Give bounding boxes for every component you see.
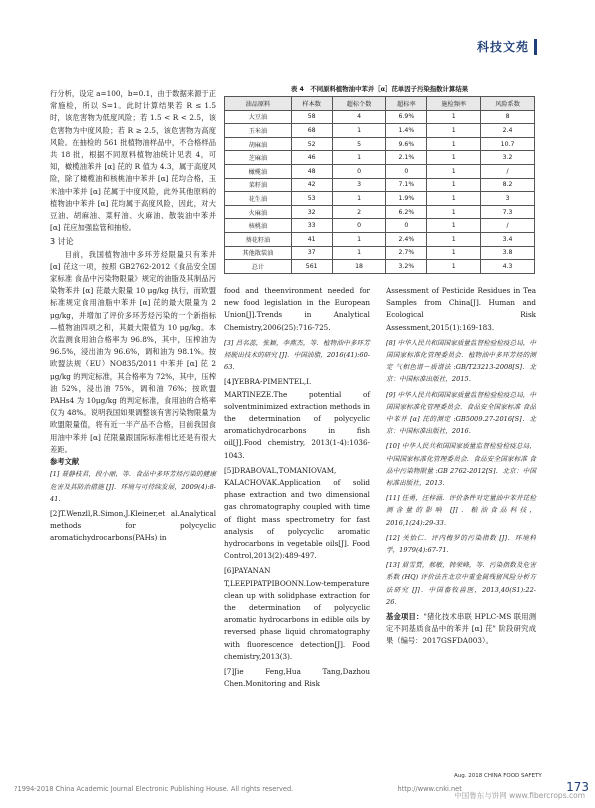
body-paragraph: 行分析，设定 a=100，b=0.1，由于数据来源于正常施检，所以 S=1。此时计算结果若 R ≤ 1.5 时，该危害物为低度风险；若 1.5 < R < 2.5，该危害物为中度风险；若 R ≥ 2.5，该危害物为高度风险。在抽检的 561 批植物油样品中，不合格样品共 18 批，根据不同原料植物油统计见表 4，可知，橄榄油苯并 [α] 芘的 R 值为 4.3，属于高度风险，除了橄榄油和核桃油中苯并 [α] 芘均合格，玉米油中苯并 [α] 芘属于中度风险，此外其他原料的植物油中苯并 [α] 芘均属于高度风险，因此，对大豆油、胡麻油、菜籽油、火麻油、散装油中苯并 [α] 芘应加强监管和抽检。	[50, 89, 216, 233]
table-cell: 1	[427, 205, 481, 219]
body-paragraph: 目前，我国植物油中多环芳烃限量只有苯并 [α] 芘这一项，按照 GB2762-2012《食品安全国家标准 食品中污染物限量》规定的油脂及其制品污染物苯并 [α] 芘最大限量 10 μg/kg 执行，而欧盟标准规定食用油脂中苯并 [α] 芘的最大限量为 2 μg/kg，并增加了评价多环芳烃污染的一个新指标—植物油四项之和，其最大限值为 10 μg/kg。本次监测食用油合格率为 96.8%，其中，压榨油为 96.5%，浸出油为 96.6%，调和油为 98.1%。按欧盟法规（EU）NO835/2011 中苯并 [α] 芘 2 μg/kg 的判定标准，其合格率为 72%，其中，压榨油 52%，浸出油 75%，调和油 76%；按欧盟 PAHs4 为 10μg/kg 的判定标准，食用油的合格率仅为 48%。说明我国如果调整该有害污染物限量为欧盟限量值，将有近一半产品不合格，目前我国食用油中苯并 [α] 芘限量跟国际标准相比还是有很大差距。	[50, 249, 216, 454]
table-cell: 8	[481, 110, 535, 124]
table-row	[225, 219, 535, 233]
table-cell: 1	[427, 219, 481, 233]
table-cell: 3.4	[481, 232, 535, 246]
reference-item: [7]Jie Feng,Hua Tang,Dazhou Chen.Monitoring and Risk	[224, 667, 370, 689]
section-title: 科技文苑	[476, 40, 529, 54]
table-cell: 46	[291, 151, 332, 165]
table-cell: 52	[291, 137, 332, 151]
table-cell: 37	[291, 246, 332, 260]
reference-item: [12] 关怡仁．评内梅罗的污染指数 [J]．环境科学，1979(4):67-71．	[386, 533, 536, 555]
table-cell: 1	[427, 110, 481, 124]
reference-item: [4]YEBRA-PIMENTEL,I. MARTINEZE.The potential of solventminimized extraction methods in the determination of polycyclic aromatichydrocarbons in fish oil[J].Food chemistry, 2013(1-4):1036-1043.	[224, 377, 371, 460]
table-cell: 胡麻油	[225, 137, 292, 151]
table-cell: 3.8	[481, 246, 535, 260]
table-cell: 0	[332, 219, 386, 233]
issue-date: Aug. 2018	[454, 773, 483, 779]
table-header-cell: 超标率	[386, 97, 427, 111]
table-cell: /	[481, 219, 535, 233]
table-cell: 42	[291, 178, 332, 192]
table-header-cell: 油品原料	[225, 97, 292, 111]
table-cell: 1	[427, 246, 481, 260]
table-cell: 1	[332, 151, 386, 165]
reference-item: [11] 任勇，汪梓涵．评价条件对定量油中苯并芘检测含量的影响 [J]．粮油食品科技，2016,1(24):29-33．	[386, 494, 536, 527]
table-header-cell: 施检频率	[427, 97, 481, 111]
reference-item: [10] 中华人民共和国国家质量监督检验检疫总局，中国国家标准化管理委员会．食品安全国家标准 食品中污染物限量 :GB 2762-2012[S]．北京：中国标准出版社，2013．	[386, 442, 536, 488]
table-body	[225, 110, 535, 273]
table-row	[225, 137, 535, 151]
table-cell: 2.4	[481, 124, 535, 138]
table-cell: 9.6%	[386, 137, 427, 151]
table-cell: 1	[427, 232, 481, 246]
table-cell: 5	[332, 137, 386, 151]
table-cell: 火麻油	[225, 205, 292, 219]
table-cell: 48	[291, 164, 332, 178]
table-row	[225, 178, 535, 192]
table-cell: 1	[427, 192, 481, 206]
table-cell: 1	[427, 124, 481, 138]
table-cell: 0	[332, 164, 386, 178]
table-cell: 18	[332, 260, 386, 274]
site-watermark: 中国鲁东与饼网 www.fibercrops.com	[454, 791, 585, 800]
footer-url[interactable]: http://www.cnki.net	[397, 785, 462, 793]
reference-item: food and theenvironment needed for new food legislation in the European Union[J].Trends in Analytical Chemistry,2006(25):716-725.	[224, 286, 370, 332]
page-header	[477, 38, 537, 55]
table-cell: 32	[291, 205, 332, 219]
table-cell: 0	[386, 164, 427, 178]
table-cell: 33	[291, 219, 332, 233]
table-row	[225, 110, 535, 124]
table-row	[225, 246, 535, 260]
issue-info	[454, 773, 542, 779]
table-cell: 3	[332, 178, 386, 192]
table-row	[225, 151, 535, 165]
table-cell: 1	[427, 260, 481, 274]
table-row	[225, 192, 535, 206]
table-cell: 橄榄油	[225, 164, 292, 178]
table-cell: 561	[291, 260, 332, 274]
copyright-notice: ?1994-2018 China Academic Journal Electronic Publishing House. All rights reserved.	[14, 785, 294, 793]
table-cell: 总计	[225, 260, 292, 274]
table-cell: 葵花籽油	[225, 232, 292, 246]
table-cell: 1	[332, 124, 386, 138]
table-cell: 1	[427, 137, 481, 151]
funding-note	[386, 611, 536, 648]
table-cell: 3.2%	[386, 260, 427, 274]
table-cell: 4	[332, 110, 386, 124]
header-accent-bar	[534, 39, 537, 55]
table-cell: 1.9%	[386, 192, 427, 206]
table-header-cell: 风险系数	[481, 97, 535, 111]
table-cell: 6.2%	[386, 205, 427, 219]
table-cell: 41	[291, 232, 332, 246]
reference-item: [3] 吕名蕊，张颖，李燕杰，等．植物油中多环芳烃脱出技术的研究 [J]．中国油脂，2016(41):60-63．	[224, 338, 370, 372]
table-total-row	[225, 260, 535, 274]
table-cell: 1	[427, 151, 481, 165]
table-cell: 1	[332, 232, 386, 246]
table-cell: 大豆油	[225, 110, 292, 124]
risk-table	[224, 96, 535, 274]
reference-item: Assessment of Pesticide Residues in Tea Samples from China[J]. Human and Ecological Risk Assessment,2015(1):169-183.	[386, 286, 536, 332]
table-cell: 7.1%	[386, 178, 427, 192]
table-cell: 1	[332, 246, 386, 260]
funding-label: 基金项目：	[386, 612, 424, 622]
table-cell: 玉米油	[225, 124, 292, 138]
table-cell: 2.1%	[386, 151, 427, 165]
journal-name: CHINA FOOD SAFETY	[483, 773, 542, 779]
table-row	[225, 124, 535, 138]
funding-text: "猪化技术串联 HPLC-MS 联用测定不同基质食品中的苯并 [α] 芘" 阶段研究成果（编号：2017GSFDA003）。	[386, 612, 537, 646]
reference-item: [5]DRABOVAL,TOMANIOVAM, KALACHOVAK.Application of solid phase extraction and two dimensional gas chromatography coupled with time of flight mass spectrometry for fast analysis of polycyclic aromatic hydrocarbons in vegetable oils[J]. Food Control,2013(2):489-497.	[224, 465, 370, 561]
reference-item: [1] 聂静枝君，段小丽，等．食品中多环芳烃污染的健康危害及其防治措施 [J]．环境与可持续发展，2009(4):8-41．	[50, 470, 216, 503]
table-header-row	[225, 97, 535, 111]
references-heading: 参考文献	[50, 457, 80, 467]
table-header-cell: 样本数	[291, 97, 332, 111]
table-cell: 花生油	[225, 192, 292, 206]
table-cell: 其他散装油	[225, 246, 292, 260]
column-left	[50, 88, 216, 548]
table-cell: 芝麻油	[225, 151, 292, 165]
column-middle	[224, 285, 370, 694]
table-cell: 1.4%	[386, 124, 427, 138]
reference-item: [6]PAYANAN T,LEEPIPATPIBOONN.Low-temperature clean up with solidphase extraction for the determination of polycyclic aromatic hydrocarbons in edible oils by reversed phase liquid chromatography with fluorescence detection[J]. Food chemistry,2013(3).	[224, 566, 370, 661]
table-cell: 1	[427, 178, 481, 192]
table-cell: 8.2	[481, 178, 535, 192]
reference-item: [2]T.Wenzll,R.Simon,J.Kleiner,et al.Analytical methods for polycyclic aromatichydrocarbons(PAHs) in	[50, 508, 216, 543]
page-number: 173	[566, 780, 589, 794]
table-cell: 2.4%	[386, 232, 427, 246]
table-cell: 6.9%	[386, 110, 427, 124]
table-cell: 核桃油	[225, 219, 292, 233]
table-cell: 0	[386, 219, 427, 233]
table-cell: 3.2	[481, 151, 535, 165]
table-cell: /	[481, 164, 535, 178]
table-cell: 3	[481, 192, 535, 206]
table-header-cell: 超标个数	[332, 97, 386, 111]
table-cell: 2	[332, 205, 386, 219]
table-cell: 菜籽油	[225, 178, 292, 192]
risk-table-block	[224, 84, 535, 274]
column-right	[386, 285, 536, 648]
table-caption: 表 4 不同原料植物油中苯并［α］芘单因子污染指数计算结果	[290, 85, 469, 93]
table-cell: 7.3	[481, 205, 535, 219]
table-cell: 1	[427, 164, 481, 178]
table-row	[225, 164, 535, 178]
table-cell: 53	[291, 192, 332, 206]
table-cell: 1	[332, 192, 386, 206]
section-heading: 3 讨论	[50, 237, 74, 247]
table-row	[225, 205, 535, 219]
table-cell: 68	[291, 124, 332, 138]
reference-item: [13] 眉雪贾，郝敏，韩荣峰，等．污染指数及危害系数 (HQ) 评价法在北京中重金属残留风险分析方法研究 [J]．中国畜牧兽医，2013,40(S1):22-26．	[386, 561, 536, 606]
table-cell: 10.7	[481, 137, 535, 151]
reference-item: [8] 中华人民共和国国家质量监督检验检疫总局，中国国家标准化管理委员会．植物油中多环芳烃的测定 气相色谱－质谱法 :GB/T23213-2008[S]．北京：中国标准出版社，2015．	[386, 338, 536, 384]
reference-item: [9] 中华人民共和国国家质量监督检验检疫总局，中国国家标准化管理委员会．食品安全国家标准 食品中苯并 [α] 芘的测定 :GB5009.27-2016[S]．北京：中国标准出版社，2016．	[386, 390, 536, 436]
table-cell: 58	[291, 110, 332, 124]
table-row	[225, 232, 535, 246]
table-cell: 4.3	[481, 260, 535, 274]
table-cell: 2.7%	[386, 246, 427, 260]
